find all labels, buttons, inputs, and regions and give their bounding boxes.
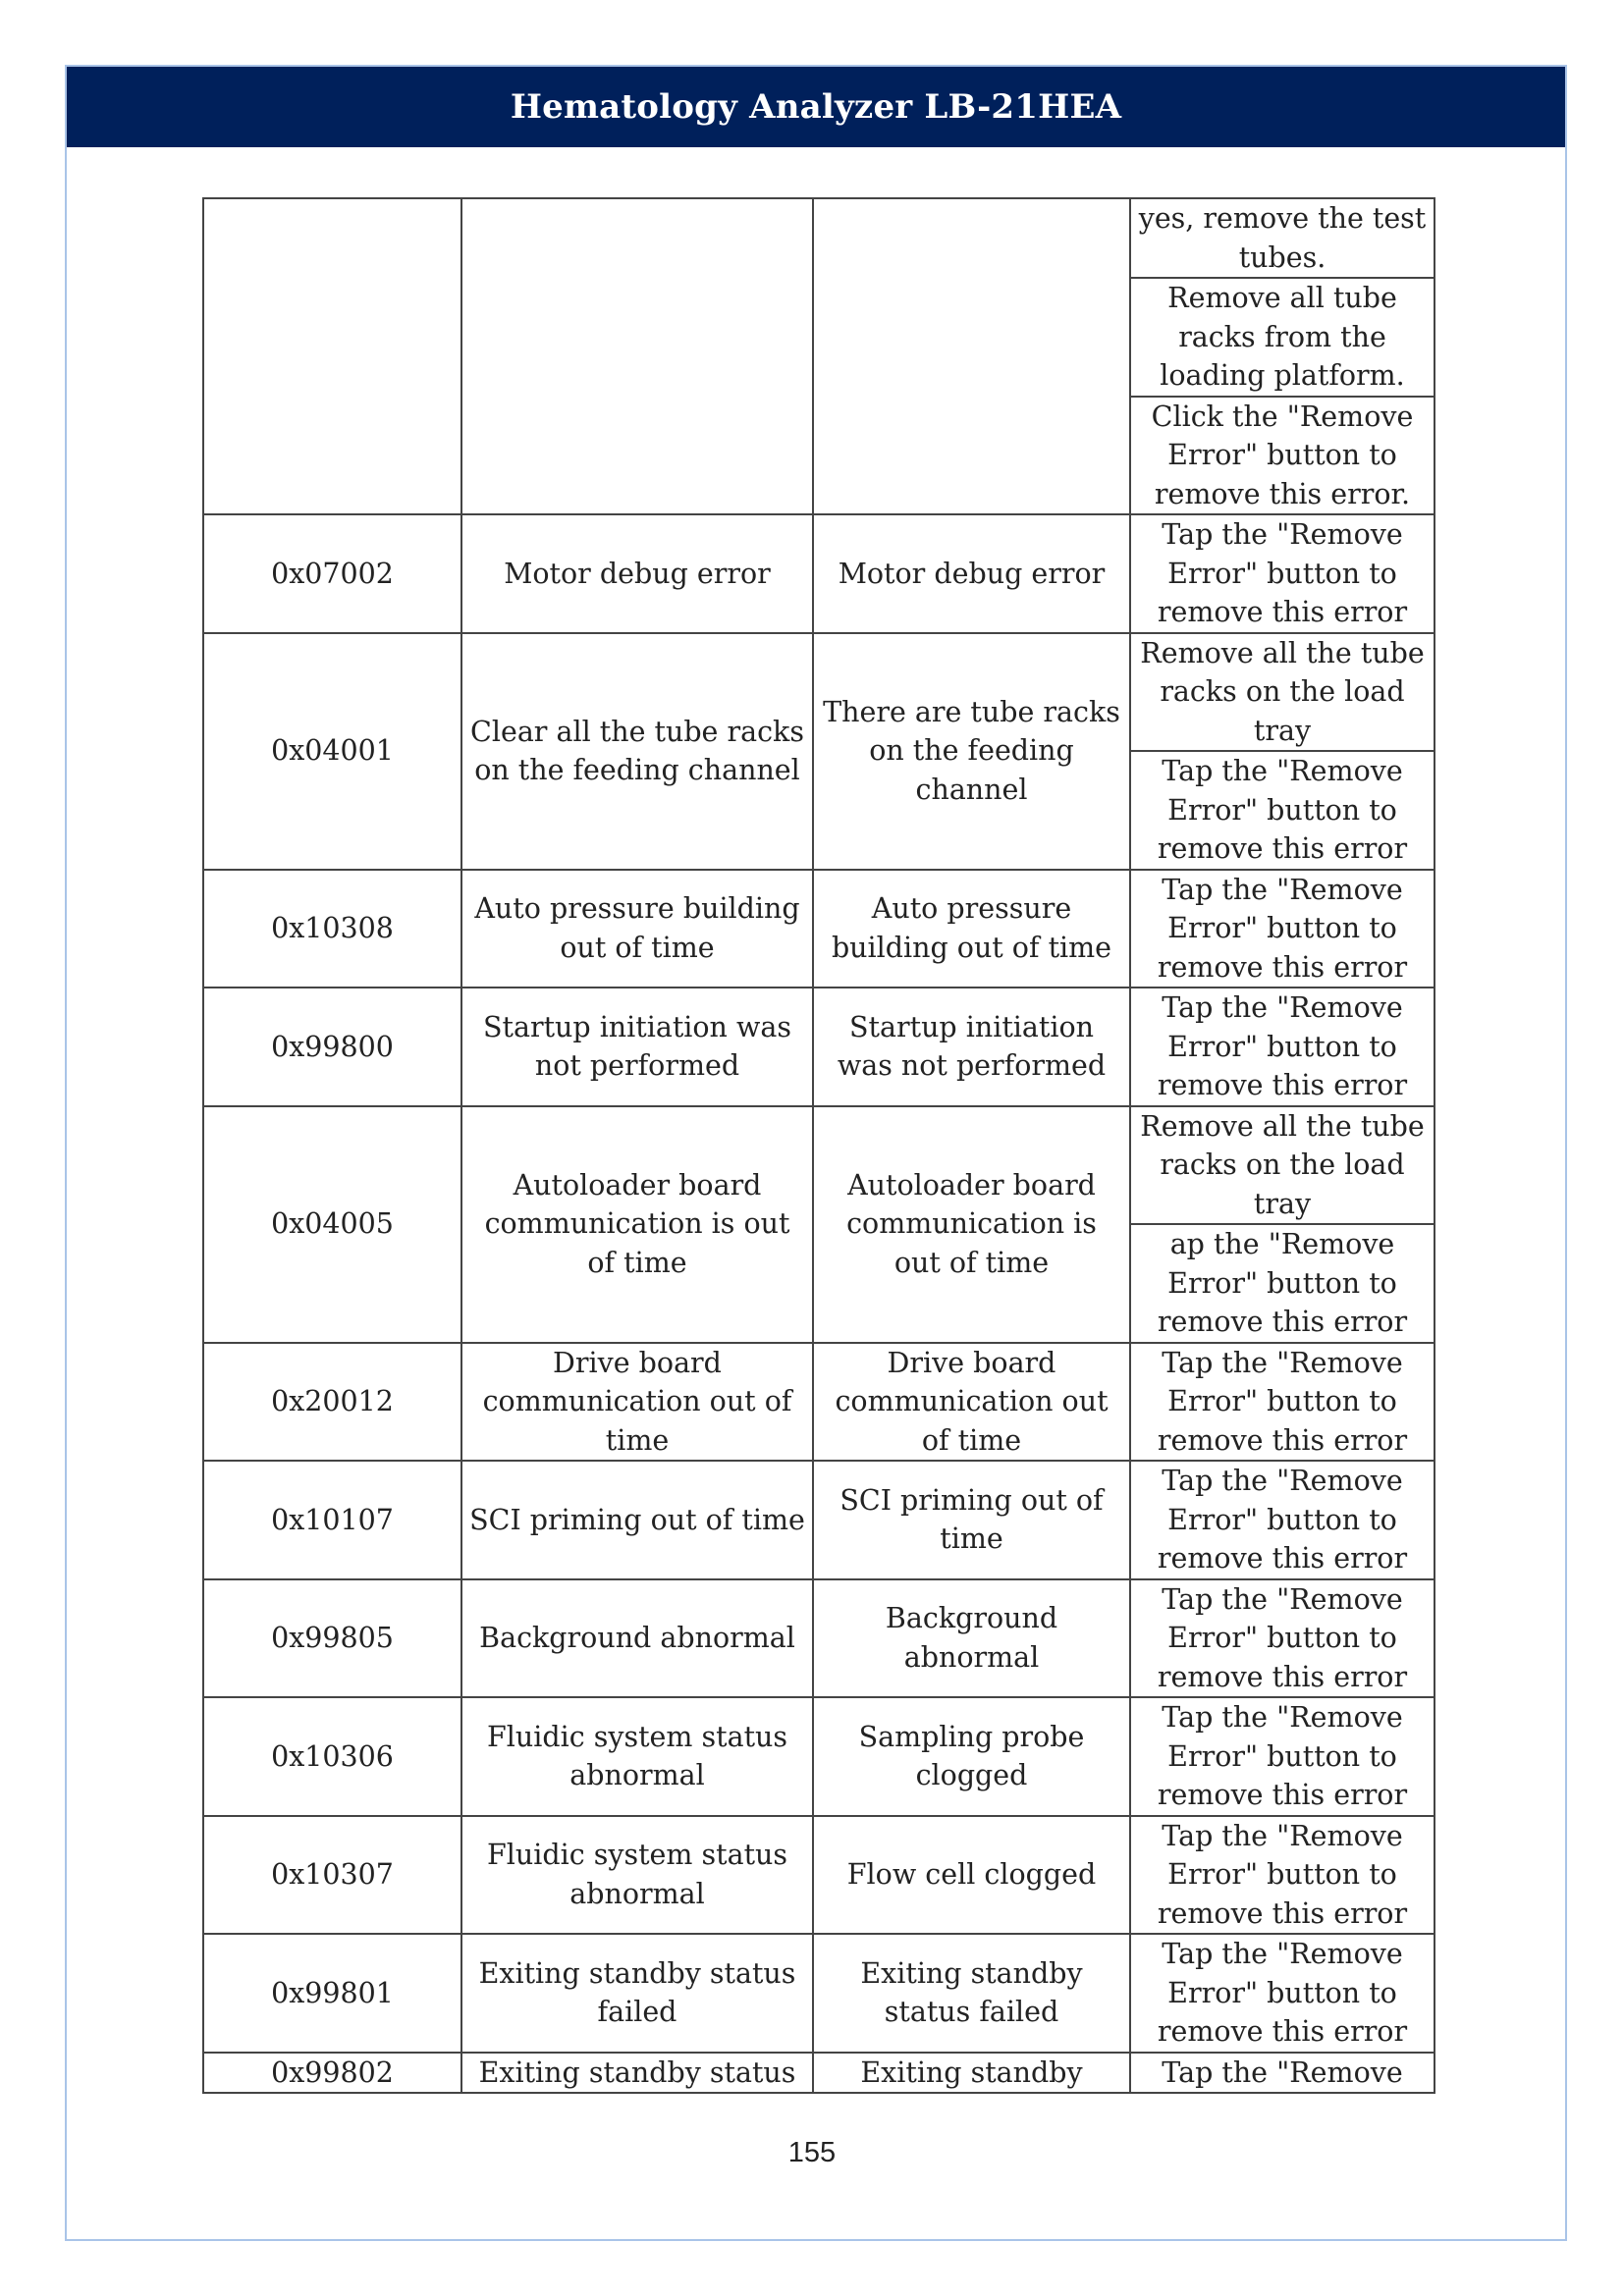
table-row bbox=[203, 1343, 1435, 1462]
table-row bbox=[203, 2053, 1435, 2094]
error-name-cell: Clear all the tube racks on the feeding channel bbox=[461, 633, 813, 870]
error-name-cell: Fluidic system status abnormal bbox=[461, 1816, 813, 1935]
solution-step-cell: yes, remove the test tubes. bbox=[1130, 198, 1435, 278]
error-name-cell: Fluidic system status abnormal bbox=[461, 1697, 813, 1816]
error-cause-cell: Auto pressure building out of time bbox=[813, 870, 1130, 988]
table-row bbox=[203, 633, 1435, 752]
code-cell: 0x04001 bbox=[203, 633, 461, 870]
error-name-cell: SCI priming out of time bbox=[461, 1461, 813, 1579]
table-row bbox=[203, 1816, 1435, 1935]
table-row bbox=[203, 1461, 1435, 1579]
solution-step-cell: Tap the "Remove Error" button to remove this error bbox=[1130, 1816, 1435, 1935]
solution-step-cell: Tap the "Remove Error" button to remove this error bbox=[1130, 514, 1435, 633]
code-cell: 0x04005 bbox=[203, 1106, 461, 1343]
error-name-cell bbox=[461, 198, 813, 514]
solution-step-cell: Click the "Remove Error" button to remove this error. bbox=[1130, 397, 1435, 515]
solution-step-cell: Tap the "Remove Error" button to remove this error bbox=[1130, 1461, 1435, 1579]
error-name-cell: Startup initiation was not performed bbox=[461, 988, 813, 1106]
code-cell: 0x99801 bbox=[203, 1934, 461, 2053]
solution-step-cell: Tap the "Remove Error" button to remove this error bbox=[1130, 870, 1435, 988]
table-row bbox=[203, 1934, 1435, 2053]
table-row bbox=[203, 1579, 1435, 1698]
solution-step-cell: Tap the "Remove Error" button to remove this error bbox=[1130, 1579, 1435, 1698]
error-cause-cell: Autoloader board communication is out of time bbox=[813, 1106, 1130, 1343]
error-name-cell: Autoloader board communication is out of time bbox=[461, 1106, 813, 1343]
page-number: 155 bbox=[787, 2137, 837, 2168]
document-title: Hematology Analyzer LB-21HEA bbox=[510, 87, 1122, 127]
solution-step-cell: Remove all tube racks from the loading platform. bbox=[1130, 278, 1435, 397]
error-name-cell: Exiting standby status bbox=[461, 2053, 813, 2094]
error-name-cell: Motor debug error bbox=[461, 514, 813, 633]
code-cell: 0x10306 bbox=[203, 1697, 461, 1816]
table-row bbox=[203, 1697, 1435, 1816]
error-cause-cell: SCI priming out of time bbox=[813, 1461, 1130, 1579]
solution-step-cell: Tap the "Remove bbox=[1130, 2053, 1435, 2094]
error-cause-cell: Flow cell clogged bbox=[813, 1816, 1130, 1935]
code-cell: 0x10307 bbox=[203, 1816, 461, 1935]
code-cell: 0x10107 bbox=[203, 1461, 461, 1579]
code-cell: 0x20012 bbox=[203, 1343, 461, 1462]
solution-step-cell: Tap the "Remove Error" button to remove this error bbox=[1130, 988, 1435, 1106]
error-code-table bbox=[202, 197, 1435, 2094]
solution-step-cell: Tap the "Remove Error" button to remove this error bbox=[1130, 1343, 1435, 1462]
page-header bbox=[67, 67, 1565, 147]
error-cause-cell: Drive board communication out of time bbox=[813, 1343, 1130, 1462]
error-cause-cell: Startup initiation was not performed bbox=[813, 988, 1130, 1106]
code-cell: 0x10308 bbox=[203, 870, 461, 988]
code-cell: 0x99800 bbox=[203, 988, 461, 1106]
error-cause-cell bbox=[813, 198, 1130, 514]
error-cause-cell: Exiting standby bbox=[813, 2053, 1130, 2094]
solution-step-cell: ap the "Remove Error" button to remove this error bbox=[1130, 1224, 1435, 1343]
code-cell: 0x99802 bbox=[203, 2053, 461, 2094]
error-cause-cell: There are tube racks on the feeding channel bbox=[813, 633, 1130, 870]
code-cell bbox=[203, 198, 461, 514]
error-name-cell: Drive board communication out of time bbox=[461, 1343, 813, 1462]
solution-step-cell: Tap the "Remove Error" button to remove this error bbox=[1130, 1934, 1435, 2053]
table-row bbox=[203, 514, 1435, 633]
solution-step-cell: Remove all the tube racks on the load tray bbox=[1130, 633, 1435, 752]
table-row bbox=[203, 870, 1435, 988]
error-name-cell: Background abnormal bbox=[461, 1579, 813, 1698]
error-cause-cell: Exiting standby status failed bbox=[813, 1934, 1130, 2053]
code-cell: 0x99805 bbox=[203, 1579, 461, 1698]
error-cause-cell: Motor debug error bbox=[813, 514, 1130, 633]
error-name-cell: Exiting standby status failed bbox=[461, 1934, 813, 2053]
error-cause-cell: Sampling probe clogged bbox=[813, 1697, 1130, 1816]
solution-step-cell: Tap the "Remove Error" button to remove this error bbox=[1130, 751, 1435, 870]
solution-step-cell: Remove all the tube racks on the load tray bbox=[1130, 1106, 1435, 1225]
error-cause-cell: Background abnormal bbox=[813, 1579, 1130, 1698]
table-row bbox=[203, 1106, 1435, 1225]
error-name-cell: Auto pressure building out of time bbox=[461, 870, 813, 988]
code-cell: 0x07002 bbox=[203, 514, 461, 633]
solution-step-cell: Tap the "Remove Error" button to remove this error bbox=[1130, 1697, 1435, 1816]
table-row bbox=[203, 988, 1435, 1106]
table-row bbox=[203, 198, 1435, 278]
